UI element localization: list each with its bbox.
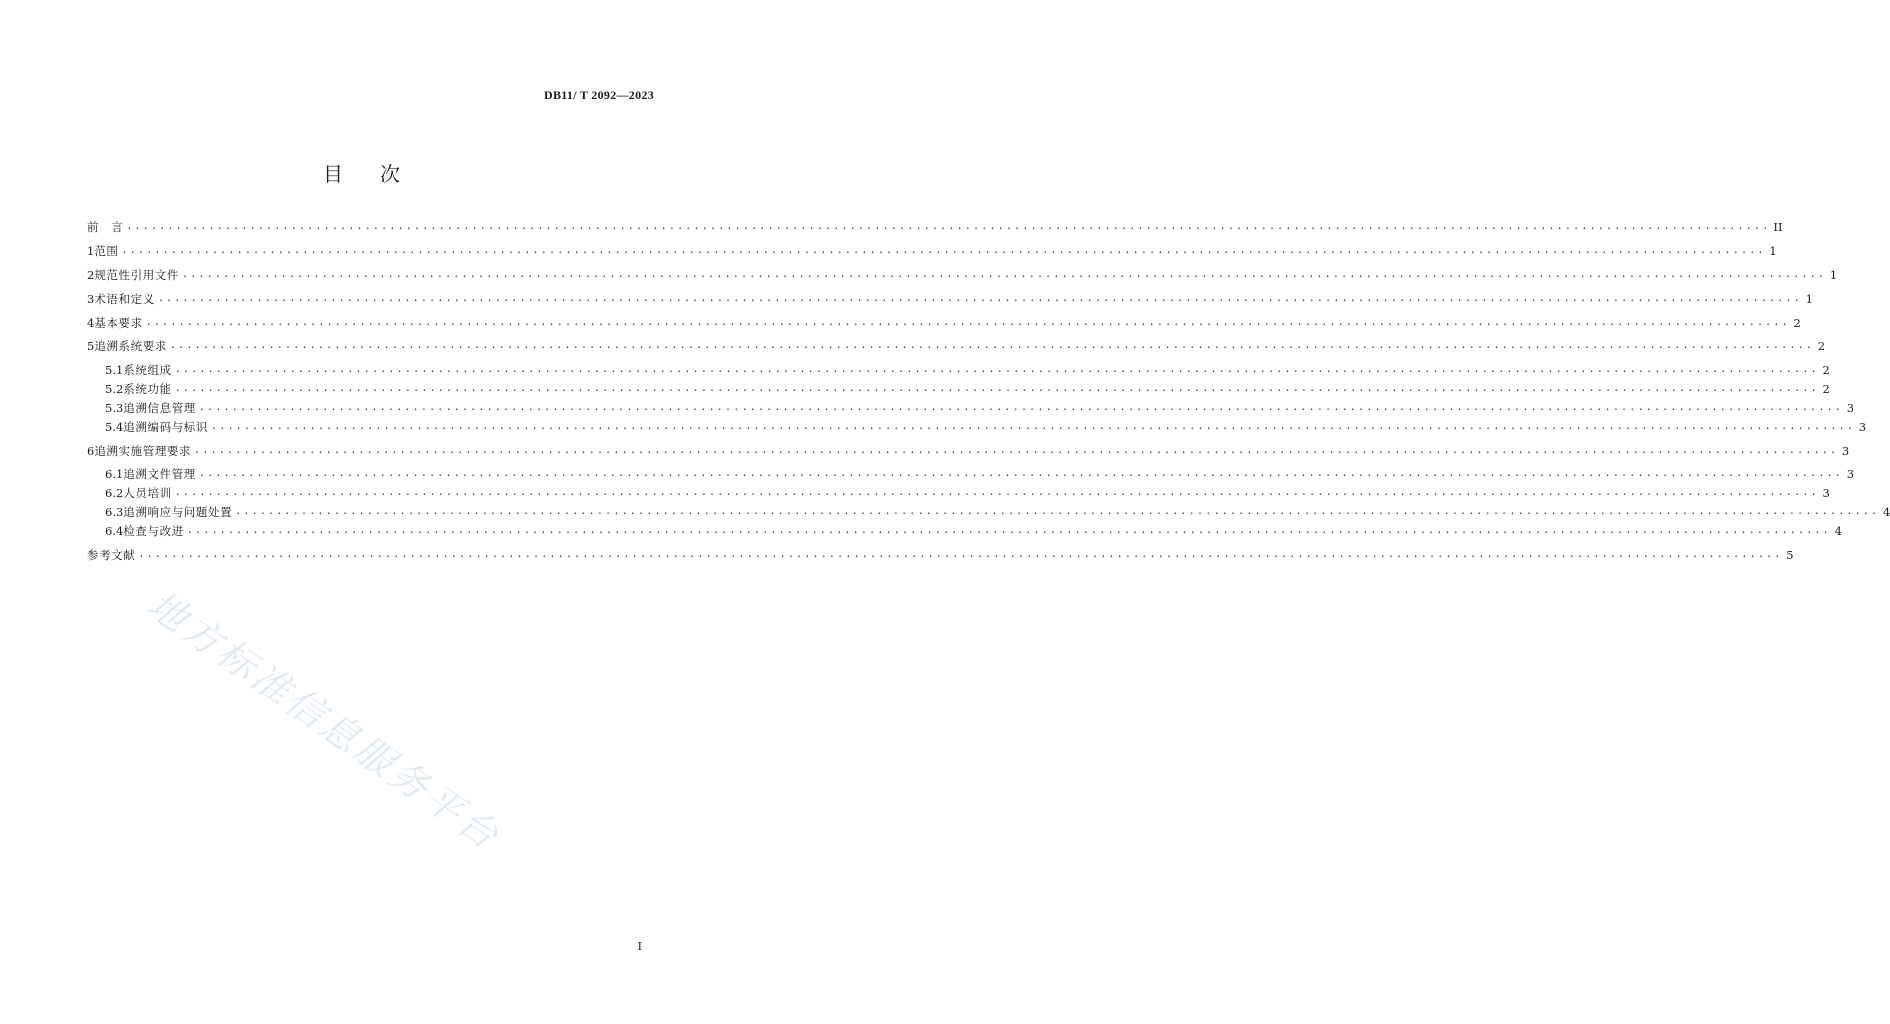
toc-entry-label: 术语和定义 bbox=[94, 292, 155, 306]
toc-entry-page: 2 bbox=[1822, 363, 1830, 377]
toc-entry-page: 1 bbox=[1769, 244, 1777, 258]
toc-entry-number: 2 bbox=[87, 268, 95, 282]
toc-entry-page: II bbox=[1773, 220, 1783, 234]
toc-entry-label: 追溯文件管理 bbox=[123, 467, 196, 481]
toc-entry-number: 5 bbox=[87, 339, 95, 353]
toc-entry-page: 2 bbox=[1817, 339, 1826, 353]
toc-entry-label: 前 言 bbox=[87, 220, 124, 234]
toc-entry[interactable] bbox=[105, 381, 1830, 397]
toc-dot-leader: ........................................................................................................................................................................................................ bbox=[121, 245, 1766, 256]
toc-entry-label: 追溯实施管理要求 bbox=[94, 444, 192, 458]
toc-entry-page: 3 bbox=[1858, 420, 1867, 434]
toc-entry-label: 系统组成 bbox=[123, 363, 172, 377]
toc-entry[interactable] bbox=[87, 338, 1826, 354]
toc-entry[interactable] bbox=[105, 400, 1855, 416]
toc-entry-number: 6.2 bbox=[105, 486, 124, 500]
toc-entry[interactable] bbox=[87, 291, 1813, 307]
toc-dot-leader: ........................................................................................................................................................................................................ bbox=[194, 445, 1839, 456]
watermark: 地方标准信息服务平台 bbox=[139, 582, 509, 860]
toc-entry[interactable] bbox=[87, 443, 1850, 459]
toc-entry[interactable] bbox=[87, 219, 1783, 235]
toc-entry-label: 追溯响应与问题处置 bbox=[123, 505, 233, 519]
toc-entry-page: 1 bbox=[1805, 292, 1813, 306]
toc-dot-leader: ........................................................................................................................................................................................................ bbox=[138, 549, 1783, 560]
title-part-2: 次 bbox=[380, 162, 401, 186]
toc-entry-number: 6 bbox=[87, 444, 95, 458]
toc-entry[interactable] bbox=[105, 485, 1830, 501]
toc-entry-page: 2 bbox=[1793, 316, 1801, 330]
toc-entry[interactable] bbox=[105, 362, 1830, 378]
toc-dot-leader: ........................................................................................................................................................................................................ bbox=[186, 525, 1831, 536]
toc-dot-leader: ........................................................................................................................................................................................................ bbox=[145, 317, 1790, 328]
toc-entry-number: 6.1 bbox=[105, 467, 124, 481]
toc-entry-label: 系统功能 bbox=[123, 382, 172, 396]
document-code: DB11/ T 2092—2023 bbox=[543, 88, 654, 102]
toc-entry-number: 4 bbox=[87, 316, 95, 330]
toc-entry-label: 规范性引用文件 bbox=[94, 268, 180, 282]
toc-entry-page: 3 bbox=[1841, 444, 1850, 458]
toc-entry[interactable] bbox=[105, 419, 1867, 435]
toc-entry-number: 1 bbox=[87, 244, 95, 258]
toc-entry-page: 3 bbox=[1846, 401, 1855, 415]
toc-entry-label: 人员培训 bbox=[123, 486, 172, 500]
toc-dot-leader: ........................................................................................................................................................................................................ bbox=[157, 293, 1802, 304]
toc-dot-leader: ........................................................................................................................................................................................................ bbox=[198, 402, 1844, 413]
toc-dot-leader: ........................................................................................................................................................................................................ bbox=[211, 421, 1856, 432]
toc-dot-leader: ........................................................................................................................................................................................................ bbox=[174, 383, 1819, 394]
toc-entry-page: 4 bbox=[1882, 505, 1890, 519]
toc-dot-leader: ........................................................................................................................................................................................................ bbox=[182, 269, 1827, 280]
toc-entry-label: 追溯信息管理 bbox=[123, 401, 196, 415]
toc-entry-page: 3 bbox=[1846, 467, 1855, 481]
toc-entry-number: 5.1 bbox=[105, 363, 124, 377]
toc-entry-label: 检查与改进 bbox=[123, 524, 184, 538]
page-number: I bbox=[637, 940, 642, 953]
toc-entry[interactable] bbox=[87, 315, 1801, 331]
toc-entry-page: 2 bbox=[1822, 382, 1830, 396]
toc-dot-leader: ........................................................................................................................................................................................................ bbox=[126, 221, 1771, 232]
toc-entry-page: 1 bbox=[1829, 268, 1838, 282]
toc-entry[interactable] bbox=[105, 504, 1890, 520]
toc-entry-number: 5.2 bbox=[105, 382, 124, 396]
toc-entry[interactable] bbox=[105, 466, 1855, 482]
toc-entry-label: 追溯编码与标识 bbox=[123, 420, 208, 434]
toc-entry-page: 3 bbox=[1822, 486, 1830, 500]
toc-entry-label: 基本要求 bbox=[94, 316, 143, 330]
toc-dot-leader: ........................................................................................................................................................................................................ bbox=[169, 340, 1815, 351]
toc-entry[interactable] bbox=[105, 523, 1842, 539]
toc-entry-number: 6.3 bbox=[105, 505, 124, 519]
toc-dot-leader: ........................................................................................................................................................................................................ bbox=[235, 506, 1880, 517]
toc-entry-page: 4 bbox=[1834, 524, 1842, 538]
toc-dot-leader: ........................................................................................................................................................................................................ bbox=[174, 364, 1819, 375]
toc-entry-number: 6.4 bbox=[105, 524, 124, 538]
title-part-1: 目 bbox=[323, 162, 344, 186]
toc-dot-leader: ........................................................................................................................................................................................................ bbox=[174, 487, 1819, 498]
toc-entry-page: 5 bbox=[1786, 548, 1794, 562]
toc-entry-number: 3 bbox=[87, 292, 95, 306]
toc-entry-number: 5.3 bbox=[105, 401, 124, 415]
toc-entry[interactable] bbox=[87, 243, 1777, 259]
toc-entry[interactable] bbox=[87, 267, 1838, 283]
toc-entry-number: 5.4 bbox=[105, 420, 124, 434]
page-title bbox=[0, 158, 724, 187]
toc-entry-label: 范围 bbox=[94, 244, 119, 258]
toc-entry-label: 参考文献 bbox=[87, 548, 136, 562]
toc-entry[interactable] bbox=[87, 547, 1794, 563]
toc-dot-leader: ........................................................................................................................................................................................................ bbox=[198, 468, 1844, 479]
toc-entry-label: 追溯系统要求 bbox=[94, 339, 167, 353]
